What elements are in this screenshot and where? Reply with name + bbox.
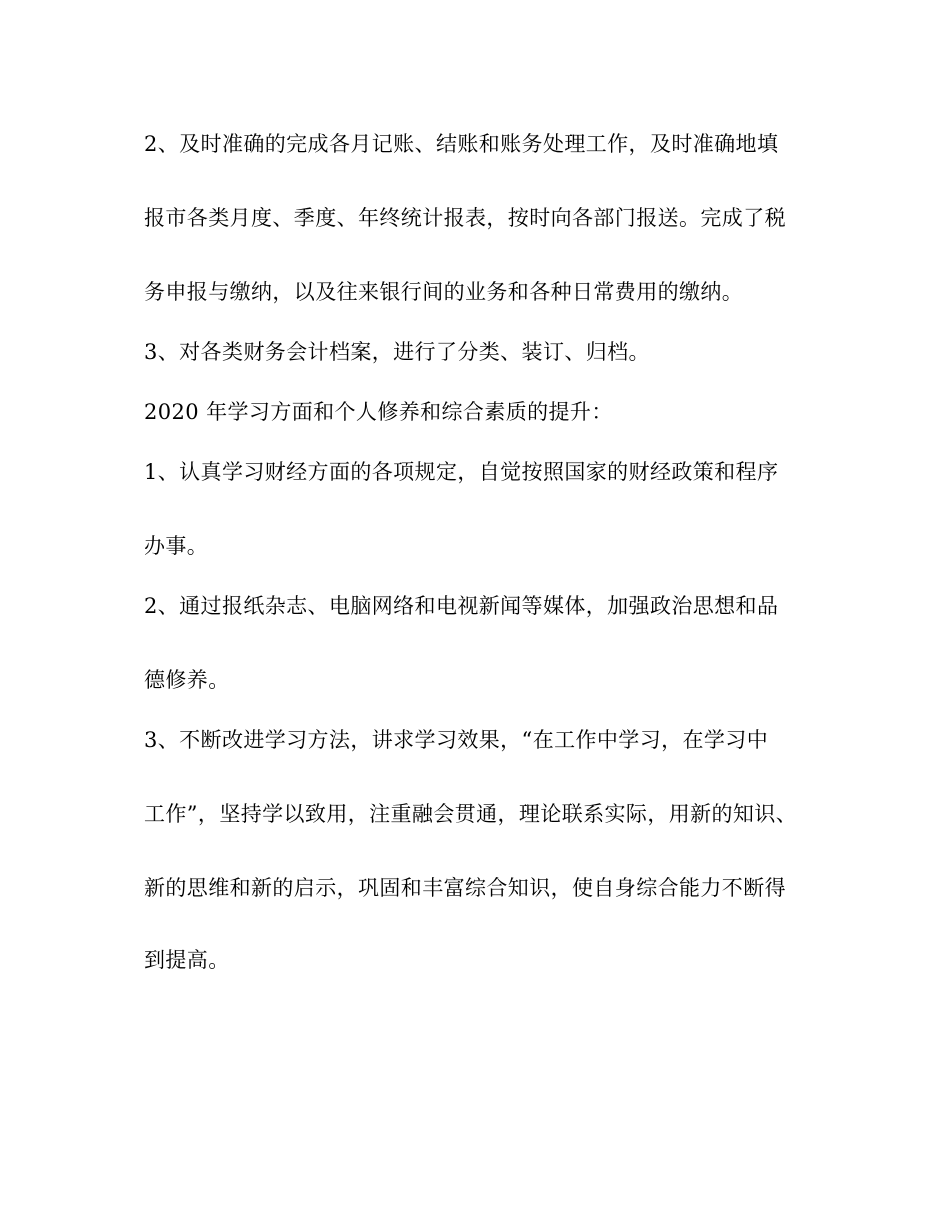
text-line: 到提高。 [144, 948, 230, 972]
text-line: 1、认真学习财经方面的各项规定，自觉按照国家的财经政策和程序 [144, 460, 779, 484]
text-line: 3、对各类财务会计档案，进行了分类、装订、归档。 [144, 340, 650, 364]
text-line: 德修养。 [144, 668, 230, 692]
text-line: 2、通过报纸杂志、电脑网络和电视新闻等媒体，加强政治思想和品 [144, 594, 779, 618]
text-line: 3、不断改进学习方法，讲求学习效果，“在工作中学习，在学习中 [144, 728, 769, 752]
text-line: 新的思维和新的启示，巩固和丰富综合知识，使自身综合能力不断得 [144, 876, 786, 900]
text-line: 2、及时准确的完成各月记账、结账和账务处理工作，及时准确地填 [144, 132, 779, 156]
text-line: 工作”，坚持学以致用，注重融会贯通，理论联系实际，用新的知识、 [144, 802, 798, 826]
text-line: 报市各类月度、季度、年终统计报表，按时向各部门报送。完成了税 [144, 206, 786, 230]
text-line: 2020 年学习方面和个人修养和综合素质的提升： [144, 400, 613, 424]
text-line: 办事。 [144, 534, 209, 558]
text-line: 务申报与缴纳，以及往来银行间的业务和各种日常费用的缴纳。 [144, 280, 744, 304]
